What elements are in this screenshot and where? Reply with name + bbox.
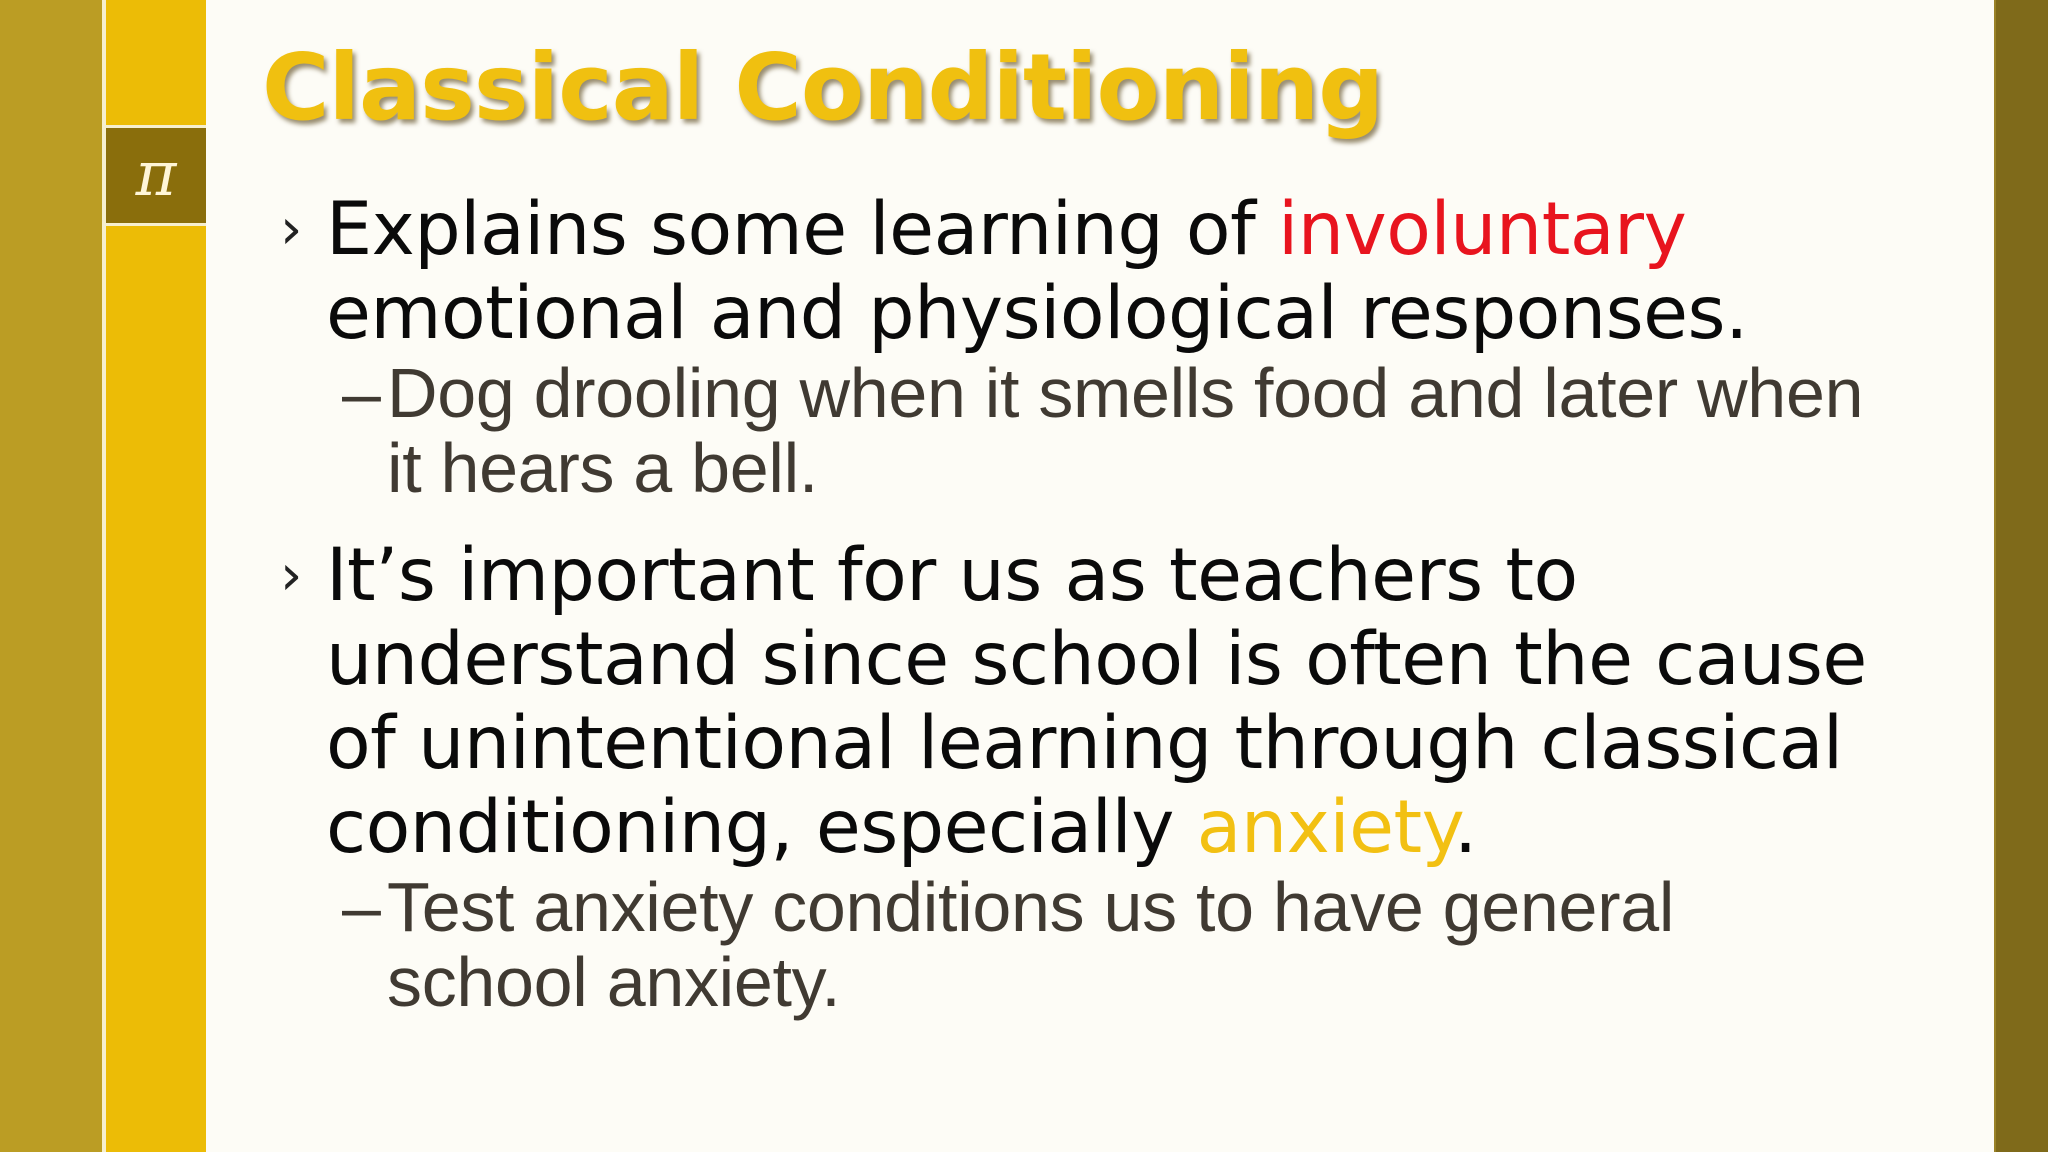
highlight-word: anxiety bbox=[1196, 785, 1454, 870]
slide-content bbox=[280, 188, 1880, 1020]
right-decorative-band bbox=[1996, 0, 2048, 1152]
bullet-text: emotional and physiological responses. bbox=[326, 271, 1748, 356]
bullet-text: It’s important for us as teachers to understand since school is often the cause of unintentional learning through classical conditioning, especially bbox=[326, 533, 1867, 870]
dash-marker-icon: – bbox=[342, 868, 381, 946]
slide-title: Classical Conditioning bbox=[262, 34, 1384, 141]
left-decorative-band bbox=[0, 0, 102, 1152]
sub-bullet-text: Test anxiety conditions us to have general school anxiety. bbox=[387, 868, 1675, 1021]
pi-logo-box bbox=[106, 125, 206, 226]
bullet-text: . bbox=[1453, 785, 1477, 870]
bullet-marker-icon: › bbox=[280, 543, 302, 608]
bullet-item bbox=[280, 188, 1880, 356]
highlight-word: involuntary bbox=[1277, 187, 1687, 272]
bullet-text: Explains some learning of bbox=[326, 187, 1278, 272]
sub-bullet-text: Dog drooling when it smells food and later when it hears a bell. bbox=[387, 354, 1864, 507]
sub-bullet-item bbox=[280, 356, 1880, 506]
dash-marker-icon: – bbox=[342, 354, 381, 432]
bullet-item bbox=[280, 534, 1880, 870]
pi-icon: π bbox=[135, 136, 177, 210]
sub-bullet-item bbox=[280, 870, 1880, 1020]
bullet-marker-icon: › bbox=[280, 197, 302, 262]
